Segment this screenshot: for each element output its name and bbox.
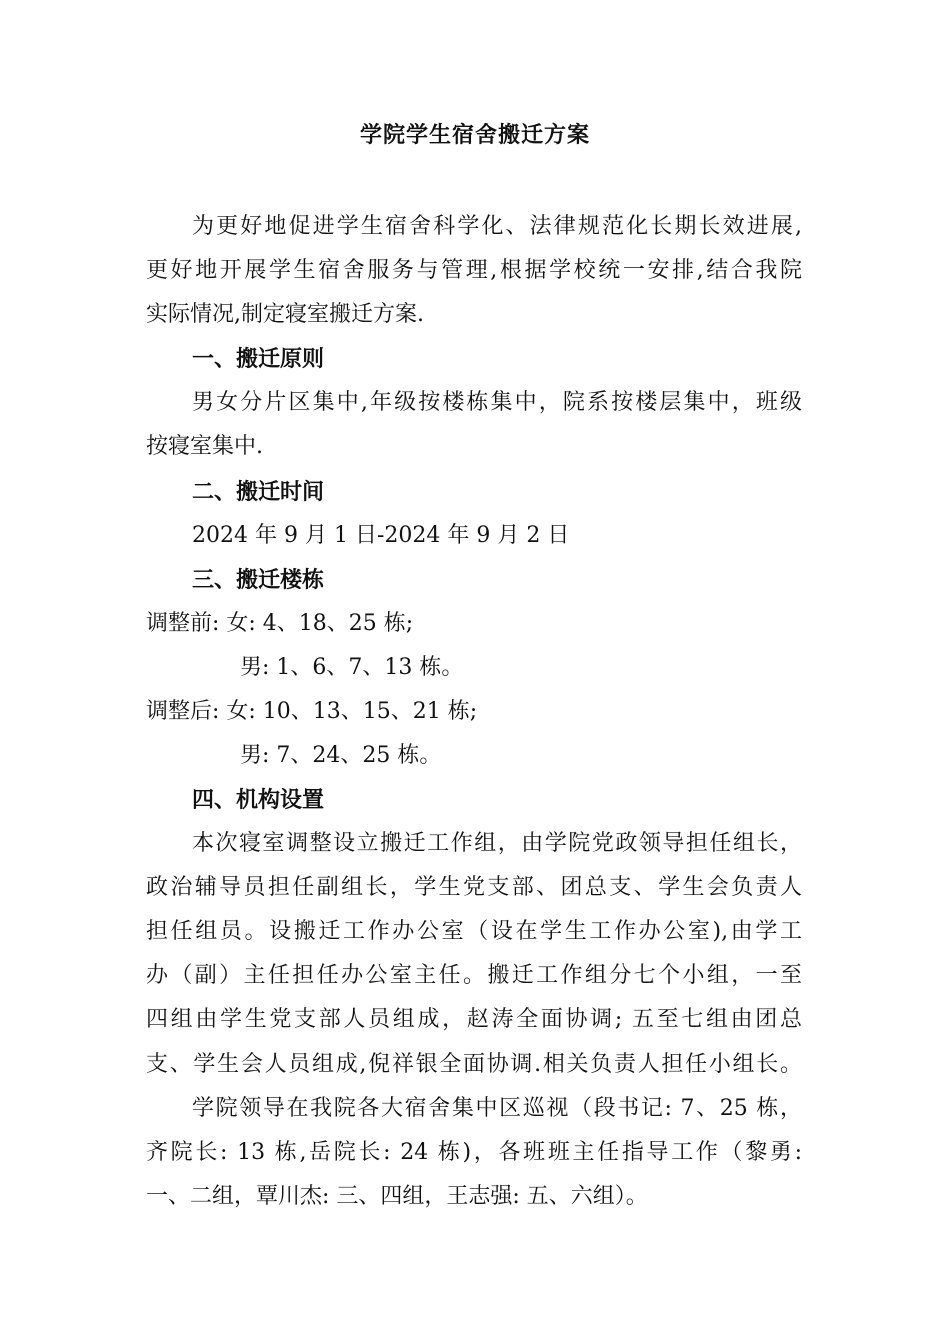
- section-2-line-1: 2024 年 9 月 1 日-2024 年 9 月 2 日: [192, 523, 570, 548]
- intro-line-2: 更好地开展学生宿舍服务与管理,根据学校统一安排,结合我院: [146, 258, 802, 283]
- section-4-para-1-line-3: 担任组员。设搬迁工作办公室（设在学生工作办公室),由学工: [146, 919, 802, 944]
- section-4-para-1-line-1: 本次寝室调整设立搬迁工作组，由学院党政领导担任组长，: [192, 831, 802, 856]
- section-3-line-1: 调整前: 女: 4、18、25 栋;: [146, 611, 414, 636]
- section-2-heading: 二、搬迁时间: [192, 479, 325, 505]
- section-4-para-1-line-4: 办（副）主任担任办公室主任。搬迁工作组分七个小组，一至: [146, 963, 802, 988]
- section-4-para-2-line-3: 一、二组，覃川杰: 三、四组，王志强: 五、六组）。: [146, 1184, 648, 1209]
- intro-line-1: 为更好地促进学生宿舍科学化、法律规范化长期长效进展,: [192, 214, 802, 239]
- section-1-line-2: 按寝室集中.: [146, 434, 263, 459]
- section-3-line-3: 调整后: 女: 10、13、15、21 栋;: [146, 699, 478, 724]
- section-1-heading: 一、搬迁原则: [192, 346, 325, 372]
- section-4-para-1-line-6: 支、学生会人员组成,倪祥银全面协调.相关负责人担任小组长。: [146, 1052, 802, 1077]
- section-4-para-1-line-5: 四组由学生党支部人员组成，赵涛全面协调; 五至七组由团总: [146, 1007, 802, 1032]
- intro-line-3: 实际情况,制定寝室搬迁方案.: [146, 302, 424, 327]
- document-title: 学院学生宿舍搬迁方案: [359, 122, 590, 148]
- section-3-heading: 三、搬迁楼栋: [192, 567, 325, 593]
- section-4-heading: 四、机构设置: [192, 787, 325, 813]
- section-3-line-2: 男: 1、6、7、13 栋。: [240, 655, 464, 680]
- section-4-para-2-line-1: 学院领导在我院各大宿舍集中区巡视（段书记: 7、25 栋，: [192, 1096, 802, 1121]
- section-4-para-2-line-2: 齐院长: 13 栋,岳院长: 24 栋)，各班班主任指导工作（黎勇:: [146, 1140, 802, 1165]
- section-4-para-1-line-2: 政治辅导员担任副组长，学生党支部、团总支、学生会负责人: [146, 875, 802, 900]
- section-3-line-4: 男: 7、24、25 栋。: [240, 743, 442, 768]
- section-1-line-1: 男女分片区集中,年级按楼栋集中，院系按楼层集中，班级: [192, 390, 802, 415]
